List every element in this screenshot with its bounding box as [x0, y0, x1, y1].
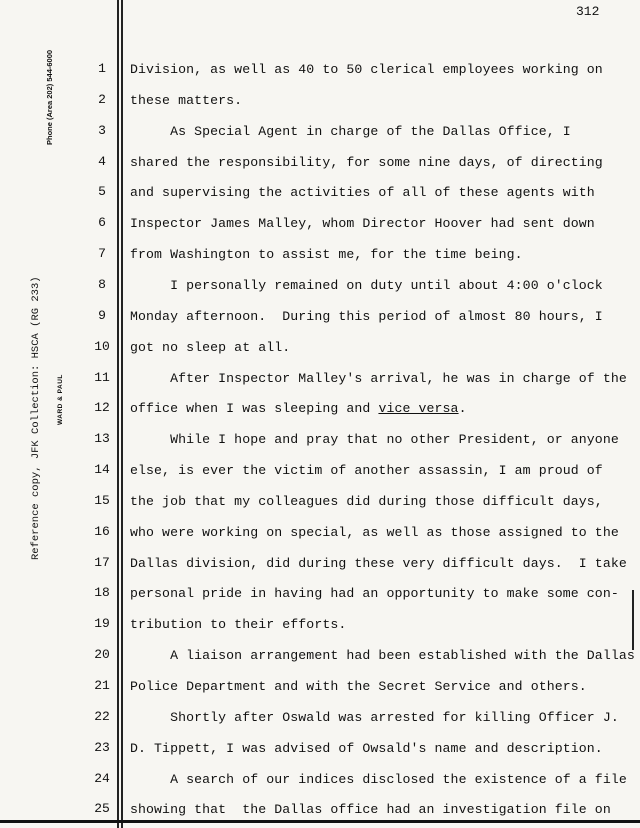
line-text: and supervising the activities of all of these agents with [130, 185, 595, 201]
line-text: While I hope and pray that no other President, or anyone [130, 432, 619, 448]
line-text: After Inspector Malley's arrival, he was in charge of the [130, 370, 627, 386]
line-text: A search of our indices disclosed the existence of a file [130, 771, 627, 787]
line-text: from Washington to assist me, for the time being. [130, 247, 523, 263]
line-number: 1 [98, 61, 106, 76]
line-text: tribution to their efforts. [130, 617, 347, 633]
line-number: 15 [94, 492, 110, 508]
line-number: 2 [98, 91, 106, 107]
line-number: 11 [94, 369, 110, 385]
line-number: 25 [94, 801, 110, 817]
line-text: office when I was sleeping and vice versa. [130, 401, 467, 417]
line-text: A liaison arrangement had been established with the Dallas [130, 648, 635, 664]
line-text: showing that the Dallas office had an investigation file on [130, 802, 611, 818]
line-number: 13 [94, 431, 110, 447]
line-number: 16 [94, 523, 110, 539]
line-number: 8 [98, 276, 106, 292]
line-text: who were working on special, as well as those assigned to the [130, 524, 619, 540]
line-text: Inspector James Malley, whom Director Hoover had sent down [130, 216, 595, 232]
line-number: 12 [94, 400, 110, 416]
line-number: 19 [94, 616, 110, 632]
line-number: 14 [94, 462, 110, 478]
margin-rule-right [121, 0, 123, 828]
firm-margin-label: WARD & PAUL [57, 374, 64, 425]
reference-margin-label: Reference copy, JFK Collection: HSCA (RG 233) [30, 276, 42, 560]
line-number: 10 [94, 338, 110, 354]
line-text: these matters. [130, 92, 243, 108]
underlined-phrase: vice versa [378, 401, 459, 417]
line-text: Shortly after Oswald was arrested for killing Officer J. [130, 709, 619, 725]
line-text: D. Tippett, I was advised of Owsald's name and description. [130, 740, 603, 756]
right-margin-rule [632, 590, 634, 650]
line-text: else, is ever the victim of another assassin, I am proud of [130, 463, 603, 479]
bottom-rule [0, 820, 640, 823]
line-number: 17 [94, 554, 110, 570]
line-number: 5 [98, 184, 106, 200]
page-number: 312 [576, 4, 600, 19]
line-text: Police Department and with the Secret Service and others. [130, 679, 587, 694]
line-text: I personally remained on duty until about 4:00 o'clock [130, 277, 603, 293]
line-number: 6 [98, 215, 106, 231]
line-number: 24 [94, 770, 110, 786]
line-number: 9 [98, 307, 106, 323]
line-number: 7 [98, 246, 106, 262]
line-text: Monday afternoon. During this period of almost 80 hours, I [130, 308, 603, 324]
line-number: 23 [94, 739, 110, 755]
line-number: 18 [94, 585, 110, 601]
line-number: 3 [98, 122, 106, 138]
line-text: the job that my colleagues did during those difficult days, [130, 493, 603, 509]
line-number: 22 [94, 708, 110, 724]
line-number: 20 [94, 647, 110, 663]
line-text: Division, as well as 40 to 50 clerical employees working on [130, 62, 603, 77]
line-text: Dallas division, did during these very difficult days. I take [130, 555, 627, 571]
line-text: shared the responsibility, for some nine days, of directing [130, 154, 603, 170]
line-text: got no sleep at all. [130, 339, 291, 355]
line-text: personal pride in having had an opportunity to make some con- [130, 586, 619, 602]
line-number: 4 [98, 153, 106, 169]
line-text: As Special Agent in charge of the Dallas Office, I [130, 123, 571, 139]
line-number: 21 [94, 678, 110, 693]
phone-margin-label: Phone (Area 202) 544-6000 [45, 49, 54, 145]
